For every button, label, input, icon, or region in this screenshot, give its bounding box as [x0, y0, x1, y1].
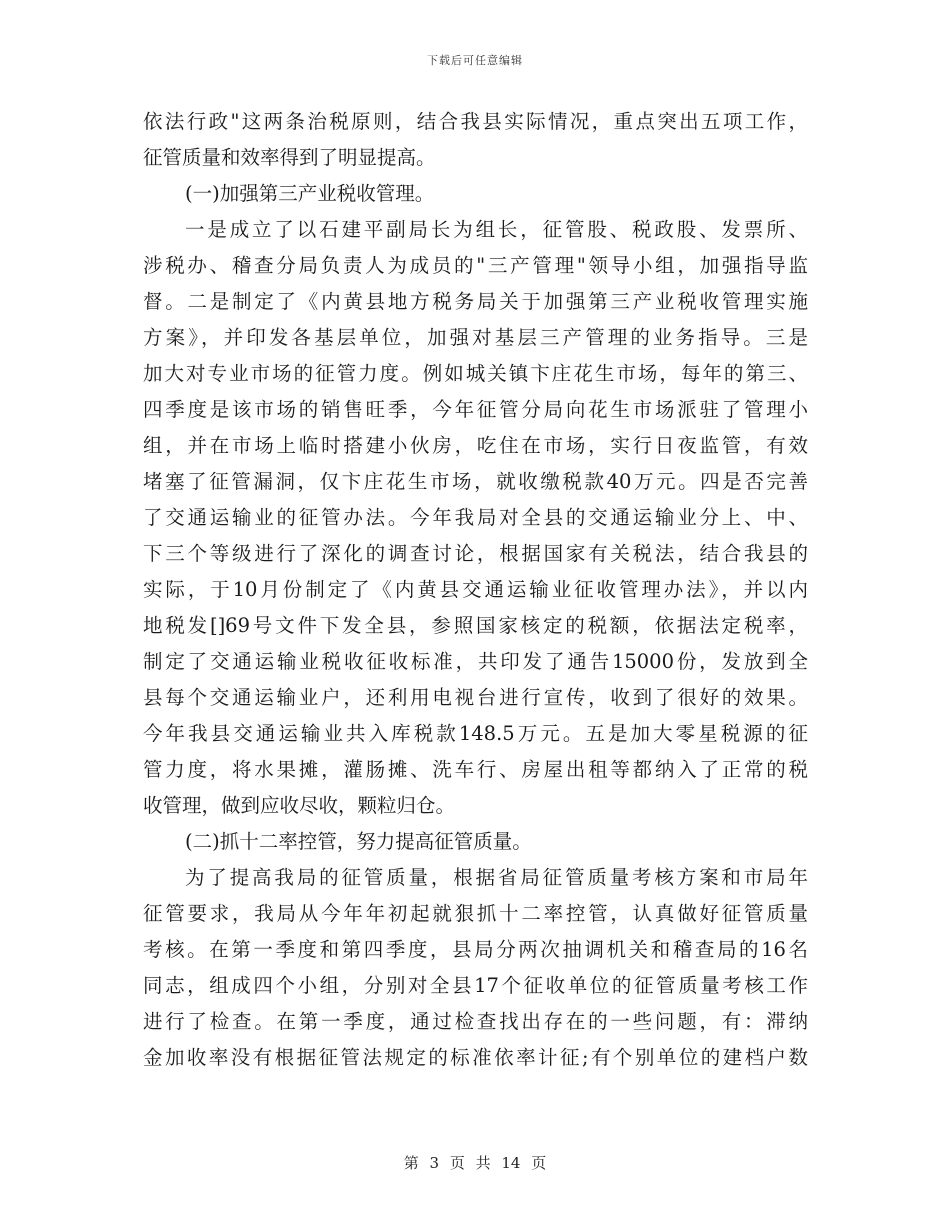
document-body: [143, 104, 808, 1076]
text-line: 制定了交通运输业税收征收标准，共印发了通告15000份，发放到全: [143, 650, 808, 673]
text-line: 督。二是制定了《内黄县地方税务局关于加强第三产业税收管理实施: [143, 290, 808, 313]
text-line: 实际，于10月份制定了《内黄县交通运输业征收管理办法》，并以内: [143, 578, 808, 601]
text-line: 依法行政"这两条治税原则，结合我县实际情况，重点突出五项工作，: [143, 110, 808, 133]
text-line: 地税发[]69号文件下发全县，参照国家核定的税额，依据法定税率，: [143, 614, 808, 637]
paragraph-start: 为了提高我局的征管质量，根据省局征管质量考核方案和市局年: [185, 866, 808, 889]
section-heading: (二)抓十二率控管，努力提高征管质量。: [185, 830, 532, 853]
text-line: 涉税办、稽查分局负责人为成员的"三产管理"领导小组，加强指导监: [143, 254, 808, 277]
text-line: 加大对专业市场的征管力度。例如城关镇卞庄花生市场，每年的第三、: [143, 362, 808, 385]
page-header-note: 下载后可任意编辑: [427, 54, 523, 67]
text-line: 方案》，并印发各基层单位，加强对基层三产管理的业务指导。三是: [143, 326, 808, 349]
text-line: 今年我县交通运输业共入库税款148.5万元。五是加大零星税源的征: [143, 722, 808, 745]
text-line: 进行了检查。在第一季度，通过检查找出存在的一些问题，有：滞纳: [143, 1010, 808, 1033]
text-line: 管力度，将水果摊，灌肠摊、洗车行、房屋出租等都纳入了正常的税: [143, 758, 808, 781]
section-heading: (一)加强第三产业税收管理。: [185, 182, 435, 205]
paragraph-start: 一是成立了以石建平副局长为组长，征管股、税政股、发票所、: [185, 218, 808, 241]
text-line: 考核。在第一季度和第四季度，县局分两次抽调机关和稽查局的16名: [143, 938, 808, 961]
text-line: 组，并在市场上临时搭建小伙房，吃住在市场，实行日夜监管，有效: [143, 434, 808, 457]
text-line: 同志，组成四个小组，分别对全县17个征收单位的征管质量考核工作: [143, 974, 808, 997]
text-line: 了交通运输业的征管办法。今年我局对全县的交通运输业分上、中、: [143, 506, 808, 529]
text-line: 四季度是该市场的销售旺季，今年征管分局向花生市场派驻了管理小: [143, 398, 808, 421]
text-line: 收管理，做到应收尽收，颗粒归仓。: [143, 794, 456, 817]
text-line: 征管要求，我局从今年年初起就狠抓十二率控管，认真做好征管质量: [143, 902, 808, 925]
text-line: 金加收率没有根据征管法规定的标准依率计征;有个别单位的建档户数: [143, 1046, 808, 1069]
text-line: 征管质量和效率得到了明显提高。: [143, 146, 436, 169]
text-line: 下三个等级进行了深化的调查讨论，根据国家有关税法，结合我县的: [143, 542, 808, 565]
text-line: 堵塞了征管漏洞，仅卞庄花生市场，就收缴税款40万元。四是否完善: [143, 470, 808, 493]
text-line: 县每个交通运输业户，还利用电视台进行宣传，收到了很好的效果。: [143, 686, 808, 709]
page-number: 第 3 页 共 14 页: [403, 1154, 547, 1172]
